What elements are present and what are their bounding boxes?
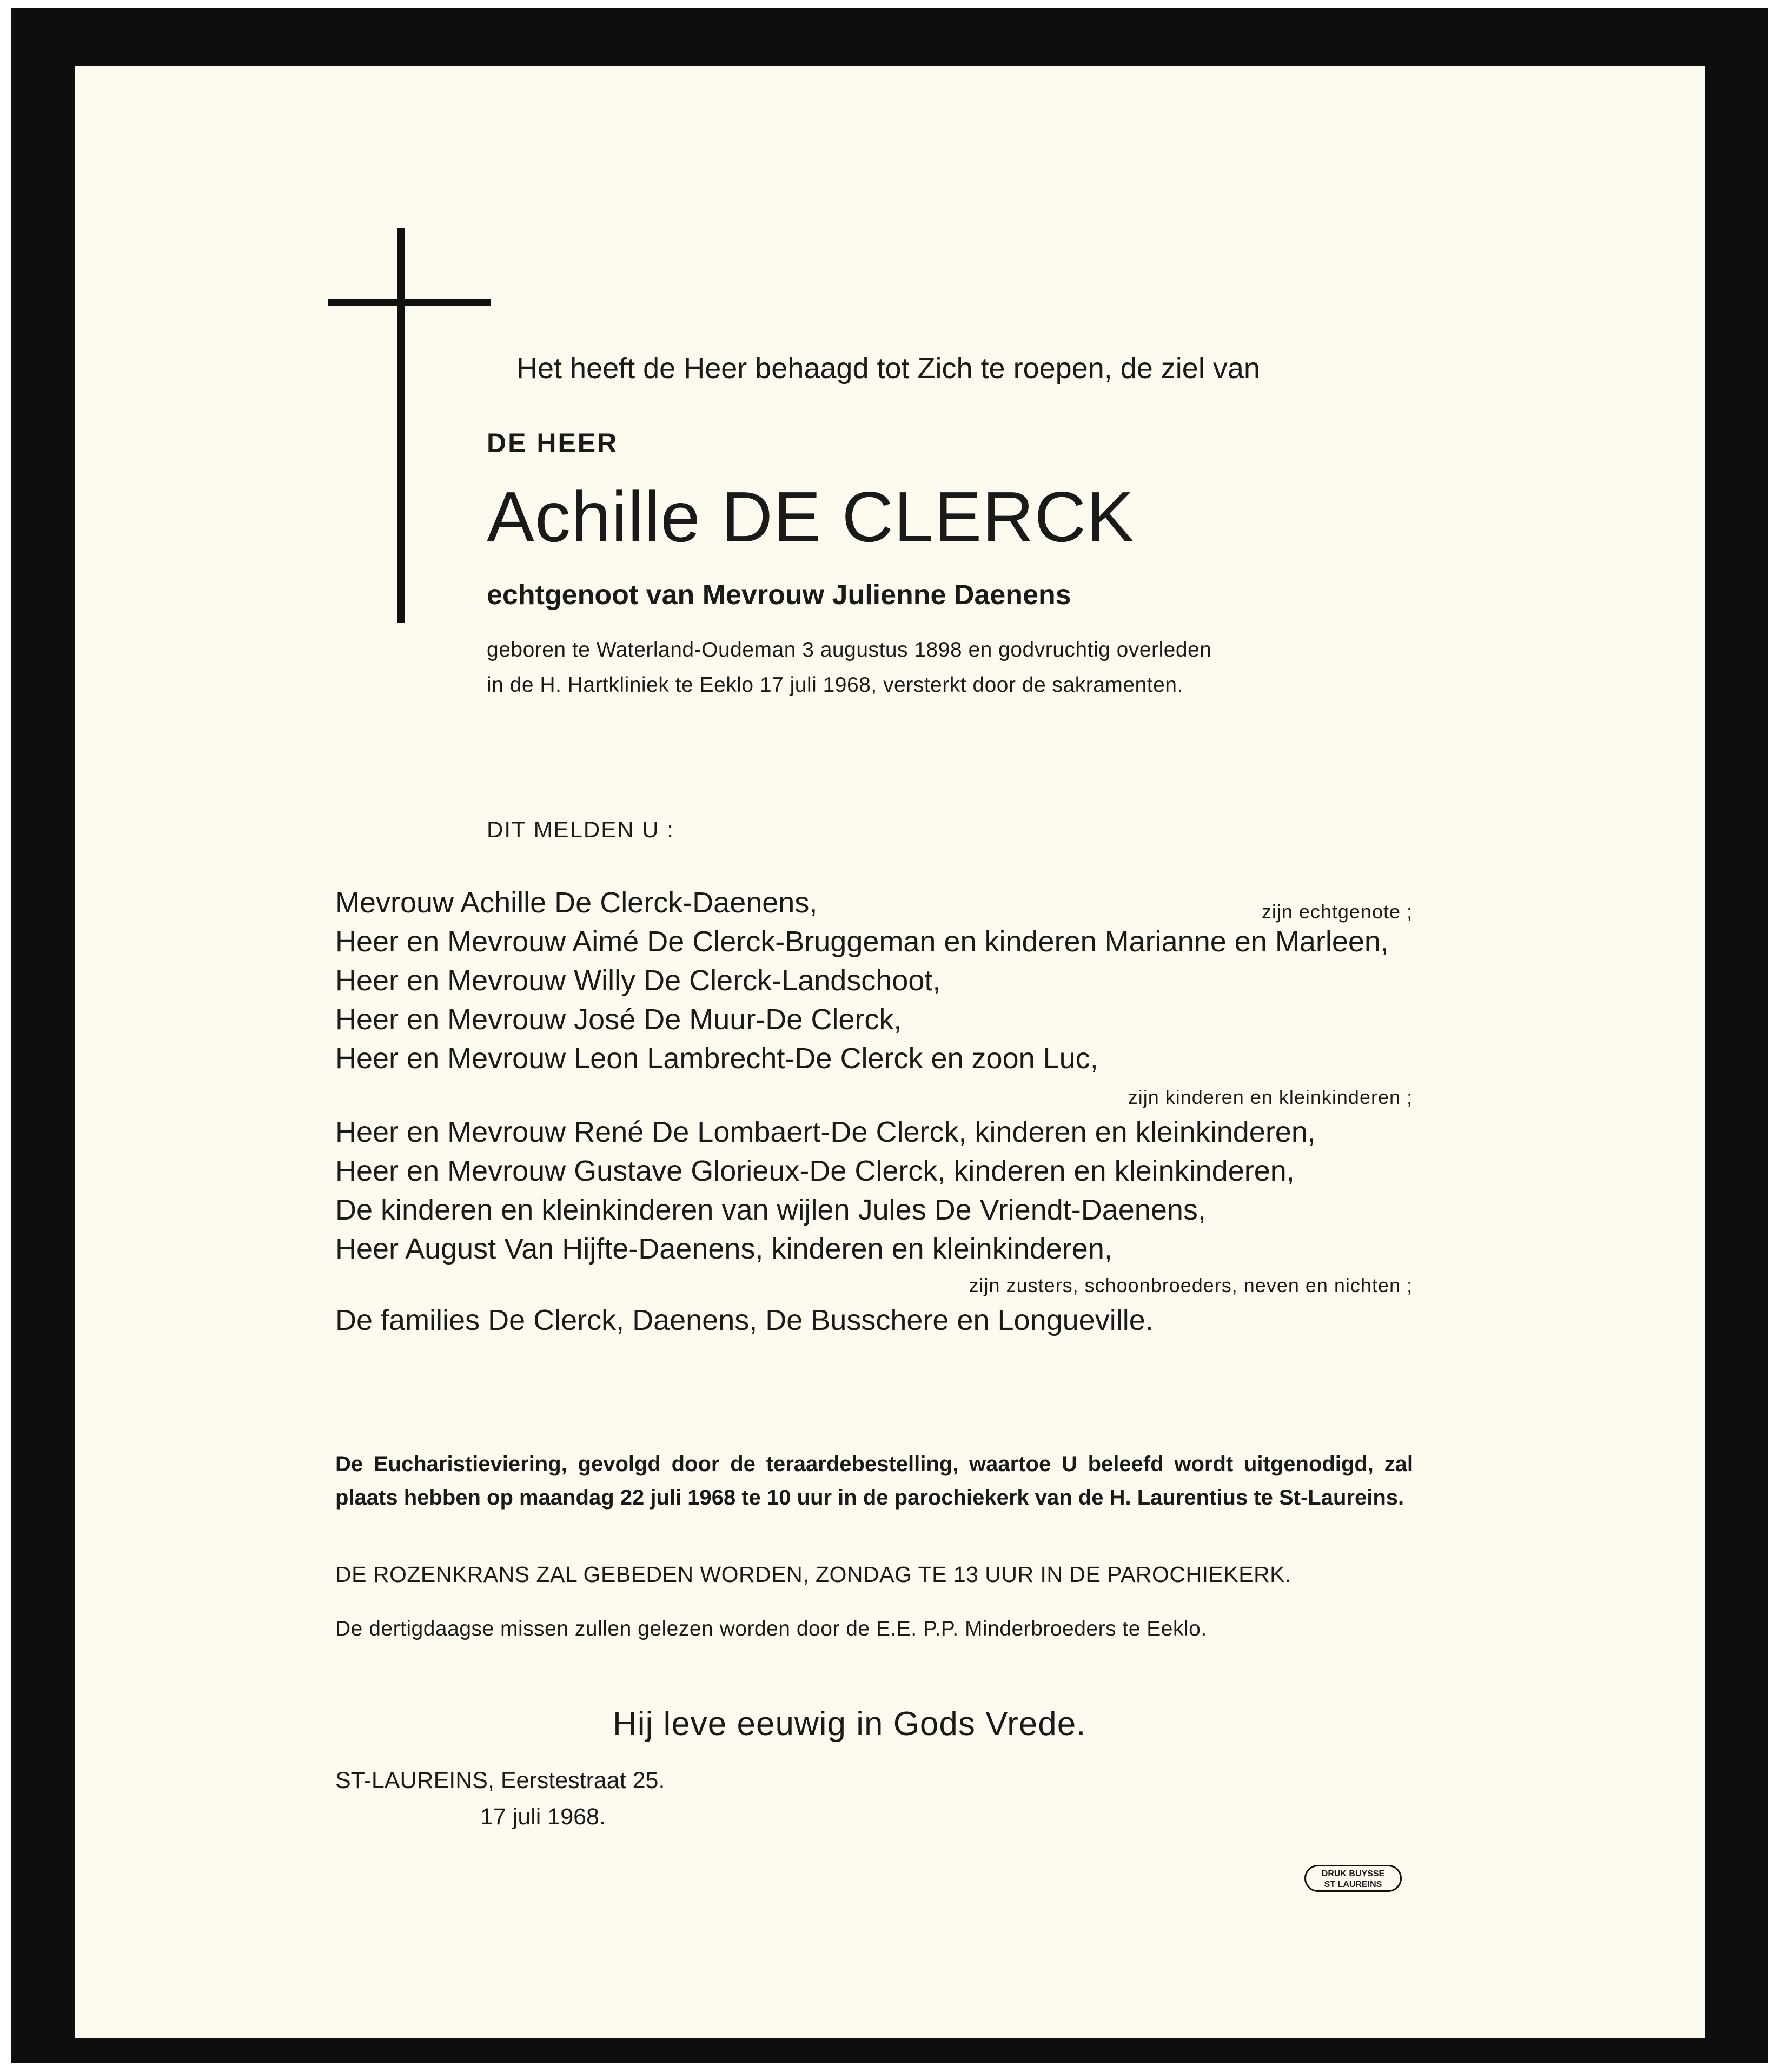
funeral-mass-text: De Eucharistieviering, gevolgd door de teraardebestelling, waartoe U beleefd wordt uitgenodigd, zal plaats hebben op maandag 22 juli 1968 te 10 uur in de parochiekerk van de H. Laurentius te St-Laureins. <box>335 1452 1413 1510</box>
birth-death-line-1: geboren te Waterland-Oudeman 3 augustus 1898 en godvruchtig overleden <box>487 638 1212 661</box>
spouse-text: echtgenoot van Mevrouw Julienne Daenens <box>487 579 1071 611</box>
rosary-text: DE ROZENKRANS ZAL GEBEDEN WORDEN, ZONDAG TE 13 UUR IN DE PAROCHIEKERK. <box>335 1562 1291 1587</box>
family-line: Heer en Mevrouw René De Lombaert-De Clerck, kinderen en kleinkinderen, <box>335 1116 1316 1148</box>
address-text: ST-LAUREINS, Eerstestraat 25. <box>335 1768 665 1793</box>
family-line: Heer en Mevrouw Gustave Glorieux-De Clerck, kinderen en kleinkinderen, <box>335 1155 1295 1187</box>
relation-note: zijn zusters, schoonbroeders, neven en nichten ; <box>969 1274 1413 1296</box>
relation-note: zijn kinderen en kleinkinderen ; <box>1128 1086 1413 1108</box>
relation-note: zijn echtgenote ; <box>1261 901 1413 923</box>
blessing-text: Hij leve eeuwig in Gods Vrede. <box>613 1705 1086 1743</box>
family-line: Heer en Mevrouw Aimé De Clerck-Bruggeman en kinderen Marianne en Marleen, <box>335 925 1389 958</box>
cross-icon-horizontal <box>328 299 491 306</box>
family-line: Heer en Mevrouw Willy De Clerck-Landschoot, <box>335 964 941 997</box>
announce-heading: DIT MELDEN U : <box>487 817 674 842</box>
family-line: Heer en Mevrouw Leon Lambrecht-De Clerck en zoon Luc, <box>335 1042 1098 1075</box>
deceased-name: Achille DE CLERCK <box>487 477 1135 557</box>
birth-death-line-2: in de H. Hartkliniek te Eeklo 17 juli 1968, versterkt door de sakramenten. <box>487 673 1183 697</box>
date-text: 17 juli 1968. <box>480 1804 606 1830</box>
printer-name: DRUK BUYSSE <box>1321 1869 1385 1878</box>
family-line: De kinderen en kleinkinderen van wijlen Jules De Vriendt-Daenens, <box>335 1194 1206 1226</box>
printer-stamp <box>1304 1865 1402 1892</box>
family-line: Heer en Mevrouw José De Muur-De Clerck, <box>335 1003 902 1036</box>
masses-text: De dertigdaagse missen zullen gelezen worden door de E.E. P.P. Minderbroeders te Eeklo. <box>335 1617 1207 1640</box>
family-line: De families De Clerck, Daenens, De Busschere en Longueville. <box>335 1304 1154 1336</box>
intro-text: Het heeft de Heer behaagd tot Zich te roepen, de ziel van <box>516 352 1260 385</box>
family-line: Heer August Van Hijfte-Daenens, kinderen en kleinkinderen, <box>335 1233 1112 1265</box>
title-text: DE HEER <box>487 428 619 458</box>
family-line: Mevrouw Achille De Clerck-Daenens, <box>335 886 818 919</box>
cross-icon-vertical <box>397 228 405 623</box>
printer-place: ST LAUREINS <box>1324 1880 1382 1889</box>
